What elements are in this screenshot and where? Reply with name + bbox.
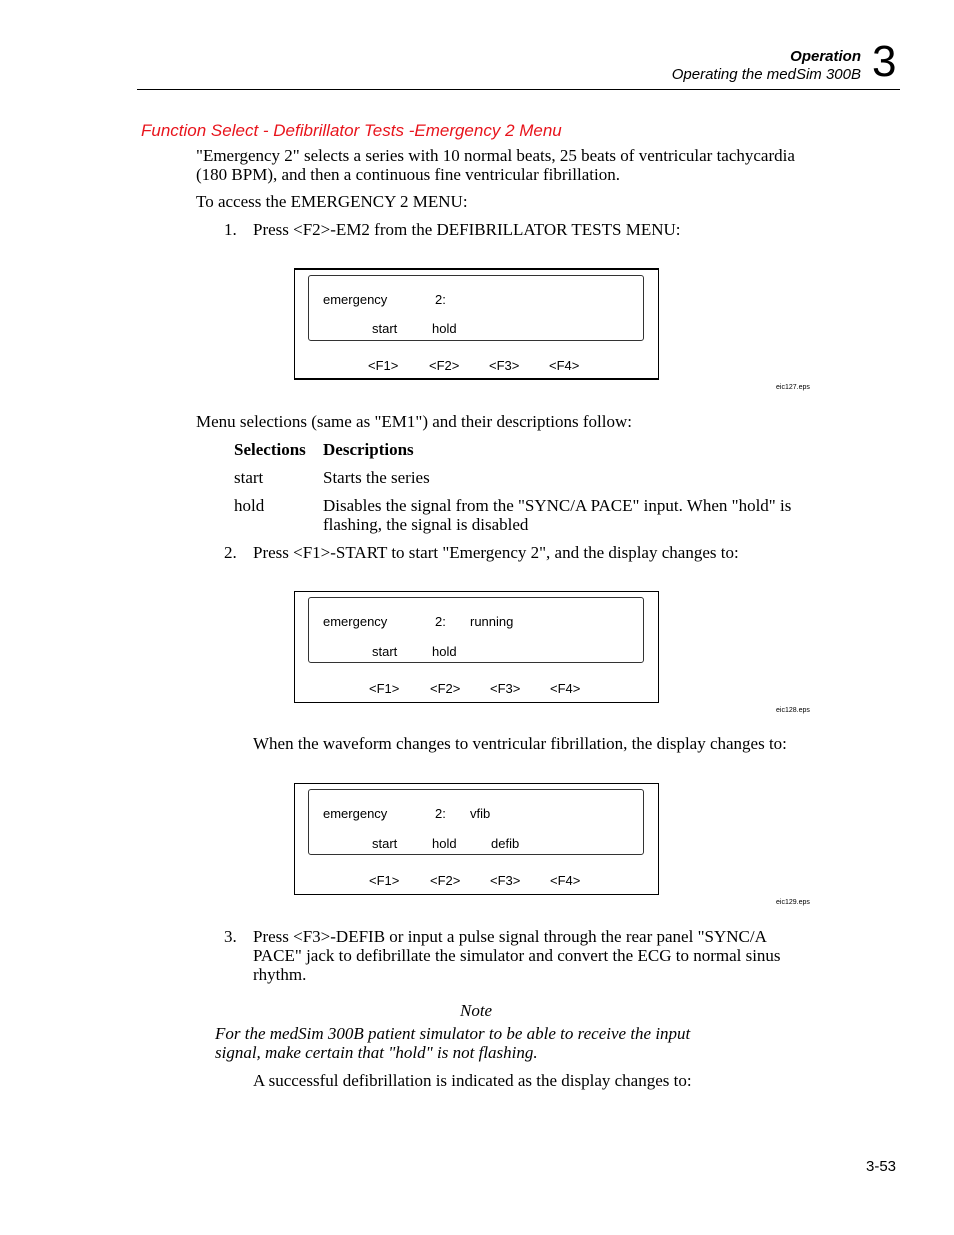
softkey-label-f3: <F3> (490, 873, 521, 888)
softkey-label-f2: <F2> (430, 681, 461, 696)
softkey-label-f1: <F1> (369, 873, 400, 888)
vfib-text: When the waveform changes to ventricular fibrillation, the display changes to: (253, 734, 787, 753)
running-header-section: Operation (790, 48, 861, 65)
step-1-text: Press <F2>-EM2 from the DEFIBRILLATOR TESTS MENU: (253, 220, 681, 239)
lcd-text: 2: (435, 806, 446, 821)
table-cell-selection: hold (234, 496, 265, 515)
lcd-screen (308, 597, 644, 663)
lcd-text: vfib (470, 806, 491, 821)
softkey-label-f2: <F2> (430, 873, 461, 888)
note-title: Note (460, 1001, 493, 1020)
softkey-label-f4: <F4> (550, 681, 581, 696)
lcd-display-1 (294, 268, 659, 380)
step-2-number: 2. (224, 543, 237, 562)
lcd-text: 2: (435, 614, 446, 629)
lcd-screen (308, 275, 644, 341)
softkey-label-f1: <F1> (369, 681, 400, 696)
chapter-number: 3 (872, 37, 897, 86)
lcd-text: start (372, 836, 398, 851)
lcd-display-3 (294, 783, 659, 895)
menu-intro-text: Menu selections (same as "EM1") and their descriptions follow: (196, 412, 632, 431)
lcd-text: hold (432, 836, 457, 851)
lcd-text: start (372, 644, 398, 659)
softkey-label-f3: <F3> (490, 681, 521, 696)
table-cell-description: Disables the signal from the "SYNC/A PACE" input. When "hold" is flashing, the signal is disabled (323, 496, 792, 534)
note-text: For the medSim 300B patient simulator to be able to receive the input signal, make certain that "hold" is not flashing. (215, 1024, 691, 1062)
step-1-number: 1. (224, 220, 237, 239)
lcd-screen (308, 789, 644, 855)
lcd-display-2 (294, 591, 659, 703)
figure-file-label: eic128.eps (776, 707, 810, 714)
access-text: To access the EMERGENCY 2 MENU: (196, 192, 468, 211)
running-header-title: Operating the medSim 300B (671, 66, 861, 83)
success-text: A successful defibrillation is indicated as the display changes to: (253, 1071, 692, 1090)
softkey-label-f4: <F4> (549, 358, 580, 373)
header-rule (137, 89, 900, 90)
figure-file-label: eic127.eps (776, 384, 810, 391)
lcd-text: hold (432, 321, 457, 336)
lcd-text: start (372, 321, 398, 336)
lcd-text: running (470, 614, 514, 629)
figure-file-label: eic129.eps (776, 899, 810, 906)
softkey-label-f2: <F2> (429, 358, 460, 373)
table-cell-description: Starts the series (323, 468, 430, 487)
lcd-text: emergency (323, 614, 388, 629)
table-cell-selection: start (234, 468, 264, 487)
table-header-selections: Selections (234, 440, 306, 459)
step-3-number: 3. (224, 927, 237, 946)
lcd-text: hold (432, 644, 457, 659)
lcd-text: 2: (435, 292, 446, 307)
section-heading: Function Select - Defibrillator Tests -Emergency 2 Menu (141, 121, 562, 140)
step-2-text: Press <F1>-START to start "Emergency 2", and the display changes to: (253, 543, 739, 562)
step-3-text: Press <F3>-DEFIB or input a pulse signal through the rear panel "SYNC/A PACE" jack to defibrillate the simulator and convert the ECG to normal sinus rhythm. (253, 927, 781, 984)
softkey-label-f4: <F4> (550, 873, 581, 888)
table-header-descriptions: Descriptions (323, 440, 414, 459)
lcd-text: emergency (323, 292, 388, 307)
softkey-label-f3: <F3> (489, 358, 520, 373)
lcd-text: emergency (323, 806, 388, 821)
page-number: 3-53 (866, 1158, 897, 1175)
softkey-label-f1: <F1> (368, 358, 399, 373)
intro-paragraph: "Emergency 2" selects a series with 10 normal beats, 25 beats of ventricular tachycardia (180 BPM), and then a continuous fine ventricular fibrillation. (196, 146, 795, 184)
lcd-text: defib (491, 836, 520, 851)
